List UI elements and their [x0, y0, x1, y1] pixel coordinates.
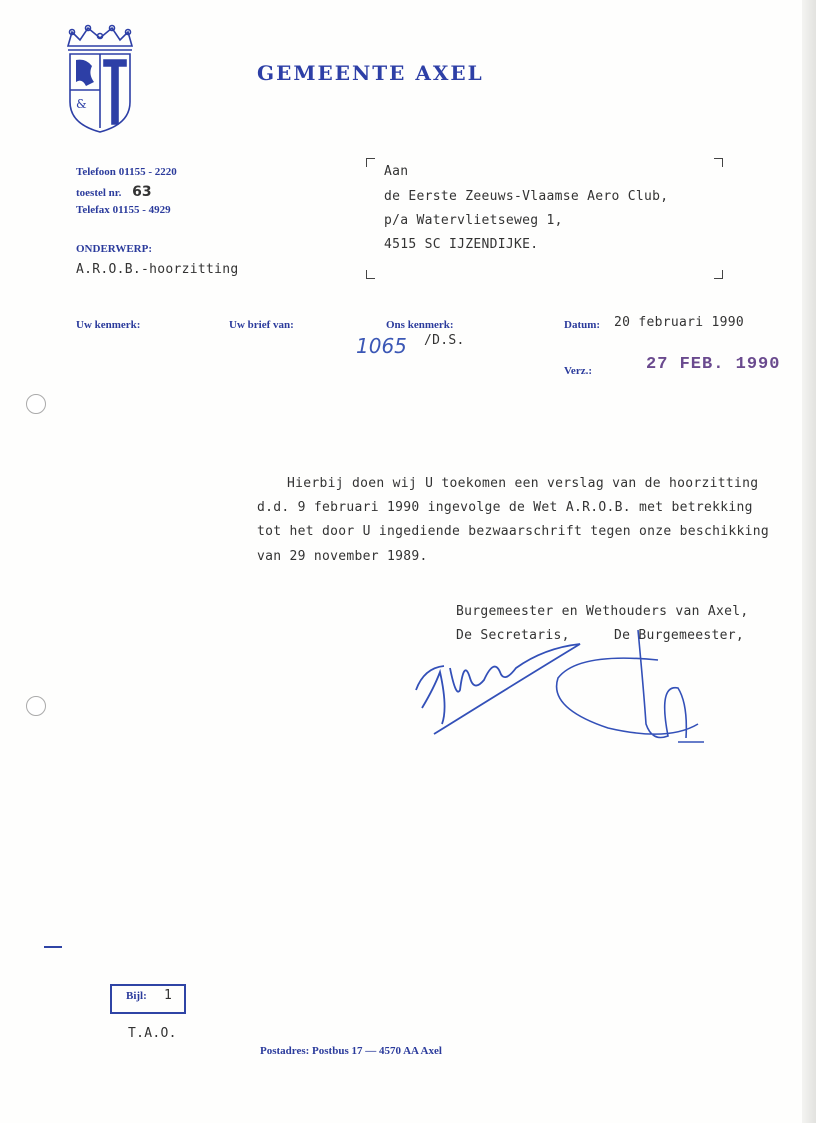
fax-label: Telefax [76, 204, 110, 216]
enclosure-label: Bijl: [126, 990, 147, 1002]
margin-mark [44, 946, 62, 948]
address-corner-bl [366, 270, 375, 279]
enclosure-box [110, 984, 186, 1014]
verz-date-stamp: 27 FEB. 1990 [646, 355, 781, 374]
address-line-4: 4515 SC IJZENDIJKE. [384, 237, 539, 252]
ons-kenmerk-handwritten: 1065 [356, 334, 407, 358]
extension-value: 63 [132, 184, 152, 200]
address-line-3: p/a Watervlietseweg 1, [384, 213, 563, 228]
extension-line [76, 184, 152, 200]
address-line-2: de Eerste Zeeuws-Vlaamse Aero Club, [384, 189, 669, 204]
postal-address: Postadres: Postbus 17 — 4570 AA Axel [260, 1045, 442, 1057]
address-corner-tl [366, 158, 375, 167]
enclosure-value: 1 [164, 988, 173, 1003]
uw-brief-label: Uw brief van: [229, 319, 294, 331]
datum-value: 20 februari 1990 [614, 315, 745, 330]
body-line-4: van 29 november 1989. [257, 549, 428, 564]
verz-label: Verz.: [564, 365, 592, 377]
municipality-title: GEMEENTE AXEL [257, 61, 484, 85]
address-corner-tr [714, 158, 723, 167]
fax-value: 01155 - 4929 [112, 204, 171, 216]
extension-label: toestel nr. [76, 187, 122, 199]
secretary-title: De Secretaris, [456, 628, 570, 643]
mayor-title: De Burgemeester, [614, 628, 745, 643]
punch-hole-bottom [26, 696, 46, 716]
phone-line [76, 166, 177, 178]
ons-kenmerk-value: /D.S. [424, 333, 465, 348]
mayor-signature-icon [548, 624, 718, 754]
subject-label: ONDERWERP: [76, 243, 153, 255]
ons-kenmerk-label: Ons kenmerk: [386, 319, 454, 331]
closing-line: Burgemeester en Wethouders van Axel, [456, 604, 749, 619]
body-line-1: Hierbij doen wij U toekomen een verslag van de hoorzitting [287, 476, 759, 491]
coat-of-arms-icon [62, 24, 138, 136]
address-corner-br [714, 270, 723, 279]
body-line-2: d.d. 9 februari 1990 ingevolge de Wet A.R.O.B. met betrekking [257, 500, 753, 515]
uw-kenmerk-label: Uw kenmerk: [76, 319, 141, 331]
address-line-1: Aan [384, 164, 409, 179]
enclosure-note: T.A.O. [128, 1026, 177, 1041]
svg-text:&: & [76, 97, 87, 111]
phone-label: Telefoon [76, 166, 116, 178]
phone-value: 01155 - 2220 [118, 166, 177, 178]
subject-value: A.R.O.B.-hoorzitting [76, 262, 239, 277]
page-edge [802, 0, 816, 1123]
body-line-3: tot het door U ingediende bezwaarschrift tegen onze beschikking [257, 524, 769, 539]
punch-hole-top [26, 394, 46, 414]
fax-line [76, 204, 171, 216]
datum-label: Datum: [564, 319, 601, 331]
